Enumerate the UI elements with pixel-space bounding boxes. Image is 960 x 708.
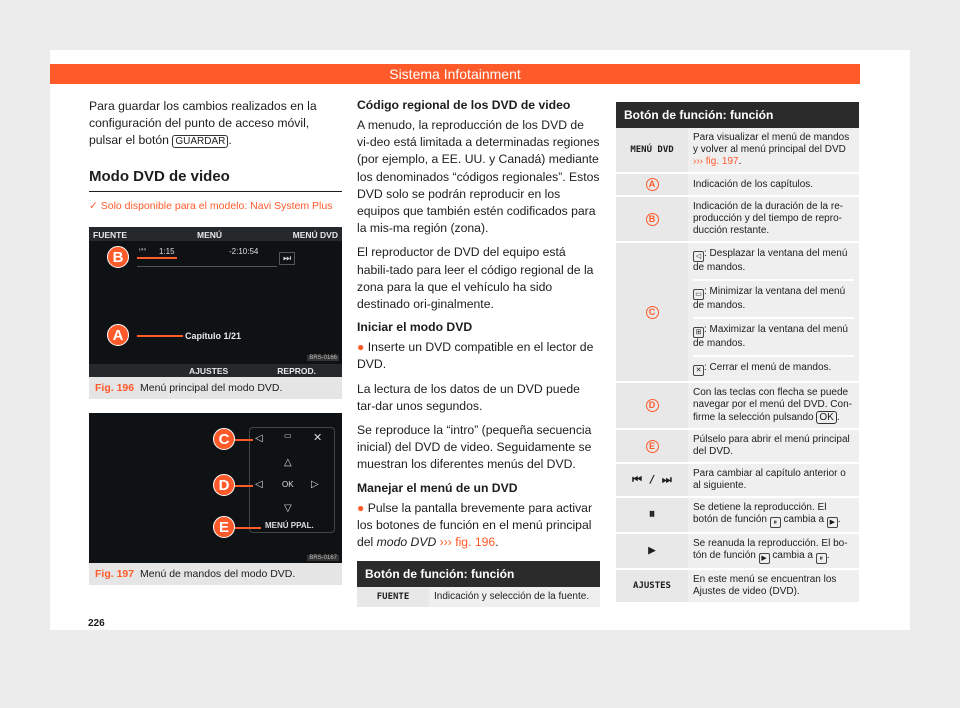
close-icon: ✕ bbox=[693, 365, 704, 376]
figure-number: Fig. 197 bbox=[95, 567, 135, 580]
row-text: Se reanuda la reproducción. El bo-tón de función bbox=[693, 538, 848, 561]
maximize-icon: ⊞ bbox=[693, 327, 704, 338]
intro-post: . bbox=[228, 133, 232, 148]
table-row bbox=[616, 569, 859, 603]
pause-icon: ⏸ bbox=[816, 553, 827, 564]
row-text: cambia a bbox=[772, 550, 813, 561]
row-value-b: Indicación de la duración de la re-producción y del tiempo de repro-ducción restante. bbox=[688, 196, 859, 242]
row-text: Para visualizar el menú de mandos y volver al menú principal del DVD bbox=[693, 132, 850, 155]
reprod-label: REPROD. bbox=[277, 365, 316, 376]
caption-text: Menú de mandos del modo DVD. bbox=[140, 567, 296, 580]
callout-d-line bbox=[235, 485, 253, 487]
row-value-c bbox=[688, 242, 859, 382]
minimize-icon: ▭ bbox=[284, 430, 292, 440]
row-key-d bbox=[616, 382, 688, 429]
table-row bbox=[616, 463, 859, 497]
intro-paragraph bbox=[89, 98, 342, 150]
row-value-play bbox=[688, 533, 859, 569]
ok-label: OK bbox=[282, 479, 294, 489]
move-icon: ◁ bbox=[693, 251, 704, 262]
column-2 bbox=[357, 98, 600, 609]
row-value-prev-next: Para cambiar al capítulo anterior o al siguiente. bbox=[688, 463, 859, 497]
callout-d: D bbox=[213, 474, 235, 496]
page-header: Sistema Infotainment bbox=[50, 64, 860, 84]
manage-bullet bbox=[357, 500, 600, 552]
table-row bbox=[616, 196, 859, 242]
arrow-down-icon: ▽ bbox=[284, 502, 292, 514]
function-table-short bbox=[357, 561, 600, 609]
ajustes-label: AJUSTES bbox=[189, 365, 229, 376]
figure-197 bbox=[89, 413, 342, 585]
table-row bbox=[616, 173, 859, 196]
table-row bbox=[616, 382, 859, 429]
function-table-long bbox=[616, 128, 859, 604]
table-row bbox=[616, 128, 859, 173]
guardar-key: GUARDAR bbox=[172, 135, 228, 148]
callout-c: C bbox=[213, 428, 235, 450]
arrow-right-icon: ▷ bbox=[311, 478, 319, 490]
play-icon: ▶ bbox=[616, 533, 688, 569]
callout-b: B bbox=[107, 246, 129, 268]
callout-c-marker: C bbox=[646, 306, 659, 319]
manage-bullet-text: Pulse la pantalla brevemente para activar los botones de función en el menú principal del bbox=[357, 500, 593, 550]
pause-icon: ⏸ bbox=[770, 517, 781, 528]
close-icon: ✕ bbox=[313, 431, 323, 444]
screen-bottom-bar bbox=[89, 364, 342, 377]
figure-number: Fig. 196 bbox=[95, 381, 135, 394]
table-row bbox=[616, 497, 859, 533]
fuente-label: FUENTE bbox=[93, 229, 127, 240]
check-icon: ✓ bbox=[89, 199, 98, 212]
model-note bbox=[89, 200, 342, 213]
table-row bbox=[616, 429, 859, 463]
callout-d-marker: D bbox=[646, 399, 659, 412]
row-post: . bbox=[837, 514, 841, 525]
figure-196 bbox=[89, 227, 342, 399]
callout-e-marker: E bbox=[646, 440, 659, 453]
figure-code: BRS-0166 bbox=[309, 354, 337, 361]
ok-key: OK bbox=[816, 411, 836, 424]
prev-icon: ⏮ bbox=[139, 244, 147, 254]
start-bullet-text: Inserte un DVD compatible en el lector de DVD. bbox=[357, 340, 594, 372]
row-value-pause bbox=[688, 497, 859, 533]
row-post: . bbox=[836, 412, 840, 423]
manage-heading: Manejar el menú de un DVD bbox=[357, 480, 518, 495]
bullet-icon: ● bbox=[357, 340, 365, 355]
menu-label: MENÚ bbox=[197, 229, 223, 240]
fig196-link[interactable]: ››› fig. 196 bbox=[439, 535, 496, 550]
callout-e-line bbox=[235, 527, 261, 529]
column-3 bbox=[616, 102, 859, 604]
page-number: 226 bbox=[88, 618, 105, 629]
callout-b-marker: B bbox=[646, 213, 659, 226]
table-row bbox=[616, 242, 859, 382]
fuente-value: Indicación y selección de la fuente. bbox=[429, 587, 600, 608]
row-value-a: Indicación de los capítulos. bbox=[688, 173, 859, 196]
time-elapsed: 1:15 bbox=[159, 246, 175, 256]
row-value-ajustes: En este menú se encuentran los Ajustes de video (DVD). bbox=[688, 569, 859, 603]
sub-item bbox=[693, 319, 854, 357]
time-remaining: -2:10:54 bbox=[229, 246, 259, 256]
sub-text: : Desplazar la ventana del menú de mandos. bbox=[693, 248, 848, 273]
ajustes-key: AJUSTES bbox=[616, 569, 688, 603]
chapter-label: Capítulo 1/21 bbox=[185, 330, 242, 341]
figure-code: BRS-0167 bbox=[309, 554, 337, 561]
play-icon: ▶ bbox=[759, 553, 770, 564]
arrow-up-icon: △ bbox=[284, 456, 292, 468]
fuente-key: FUENTE bbox=[357, 587, 429, 608]
prev-next-icon: ⏮ / ⏭ bbox=[616, 463, 688, 497]
callout-a: A bbox=[107, 324, 129, 346]
sub-text: : Maximizar la ventana del menú de mandos. bbox=[693, 324, 848, 349]
row-text: Con las teclas con flecha se puede navegar por el menú del DVD. Con-firme la selección pulsando bbox=[693, 387, 852, 423]
region-heading: Código regional de los DVD de video bbox=[357, 98, 571, 112]
table-heading: Botón de función: función bbox=[357, 561, 600, 587]
function-table bbox=[357, 587, 600, 609]
row-key-b bbox=[616, 196, 688, 242]
sub-item bbox=[693, 243, 854, 281]
mode-dvd-text: modo DVD bbox=[376, 535, 437, 550]
row-key-e bbox=[616, 429, 688, 463]
callout-c-line bbox=[235, 439, 253, 441]
bullet-icon: ● bbox=[357, 500, 365, 515]
table-row bbox=[357, 587, 600, 608]
table-row bbox=[616, 533, 859, 569]
sub-item bbox=[693, 281, 854, 319]
callout-b-line bbox=[137, 257, 177, 259]
manage-bullet-post: . bbox=[495, 535, 499, 550]
column-1 bbox=[89, 98, 342, 585]
dvd-main-screen bbox=[89, 227, 342, 377]
figure-197-caption bbox=[89, 563, 342, 585]
row-post: . bbox=[738, 156, 742, 167]
sub-text: : Cerrar el menú de mandos. bbox=[704, 362, 832, 373]
row-text: Se detiene la reproducción. El botón de función bbox=[693, 502, 827, 525]
row-post: . bbox=[826, 550, 830, 561]
play-icon: ▶ bbox=[827, 517, 838, 528]
callout-a-marker: A bbox=[646, 178, 659, 191]
model-note-text: Solo disponible para el modelo: Navi System Plus bbox=[100, 199, 333, 212]
sub-item bbox=[693, 357, 854, 381]
intro-text: Para guardar los cambios realizados en la configuración del punto de acceso móvil, pulsar el botón bbox=[89, 99, 317, 148]
start-bullet bbox=[357, 339, 600, 373]
row-text: cambia a bbox=[783, 514, 825, 525]
start-heading: Iniciar el modo DVD bbox=[357, 320, 473, 335]
dvd-controls-screen bbox=[89, 413, 342, 563]
region-paragraph-2: El reproductor de DVD del equipo está habili-tado para leer el código regional de la zona para la que el vehículo ha sido destinado ori-ginalmente. bbox=[357, 245, 594, 312]
menu-dvd-value bbox=[688, 128, 859, 173]
row-value-e: Púlselo para abrir el menú principal del DVD. bbox=[688, 429, 859, 463]
screen-top-bar bbox=[89, 227, 342, 241]
callout-e: E bbox=[213, 516, 235, 538]
section-heading: Modo DVD de video bbox=[89, 168, 342, 192]
pause-icon: ⏸ bbox=[616, 497, 688, 533]
region-paragraph-1: A menudo, la reproducción de los DVD de vi-deo está limitada a determinadas regiones (por ejemplo, a EE. UU. y Canadá) mediante los denominados “códigos regionales”. Estos DVD solo se podrán reproducir en los equipos que también estén codificados para la mis-ma región (zona). bbox=[357, 118, 600, 236]
start-paragraph-2: Se reproduce la “intro” (pequeña secuencia inicial) del DVD de video. Seguidamente se muestran los diferentes menús del DVD. bbox=[357, 423, 592, 472]
row-key-a bbox=[616, 173, 688, 196]
move-icon: ◁ bbox=[255, 432, 263, 444]
arrow-left-icon: ◁ bbox=[255, 478, 263, 490]
start-paragraph-1: La lectura de los datos de un DVD puede tar-dar unos segundos. bbox=[357, 381, 580, 413]
sub-text: : Minimizar la ventana del menú de mandos. bbox=[693, 286, 846, 311]
fig197-link[interactable]: ››› fig. 197 bbox=[693, 156, 739, 167]
next-icon: ⏭ bbox=[279, 252, 295, 265]
menu-ppal-label: MENÚ PPAL. bbox=[265, 520, 314, 530]
menu-dvd-key: MENÚ DVD bbox=[616, 128, 688, 173]
caption-text: Menú principal del modo DVD. bbox=[140, 381, 283, 394]
row-key-c bbox=[616, 242, 688, 382]
menu-dvd-label: MENÚ DVD bbox=[292, 229, 338, 240]
callout-a-line bbox=[137, 335, 183, 337]
minimize-icon: ▭ bbox=[693, 289, 704, 300]
table-heading: Botón de función: función bbox=[616, 102, 859, 128]
row-value-d bbox=[688, 382, 859, 429]
figure-196-caption bbox=[89, 377, 342, 399]
